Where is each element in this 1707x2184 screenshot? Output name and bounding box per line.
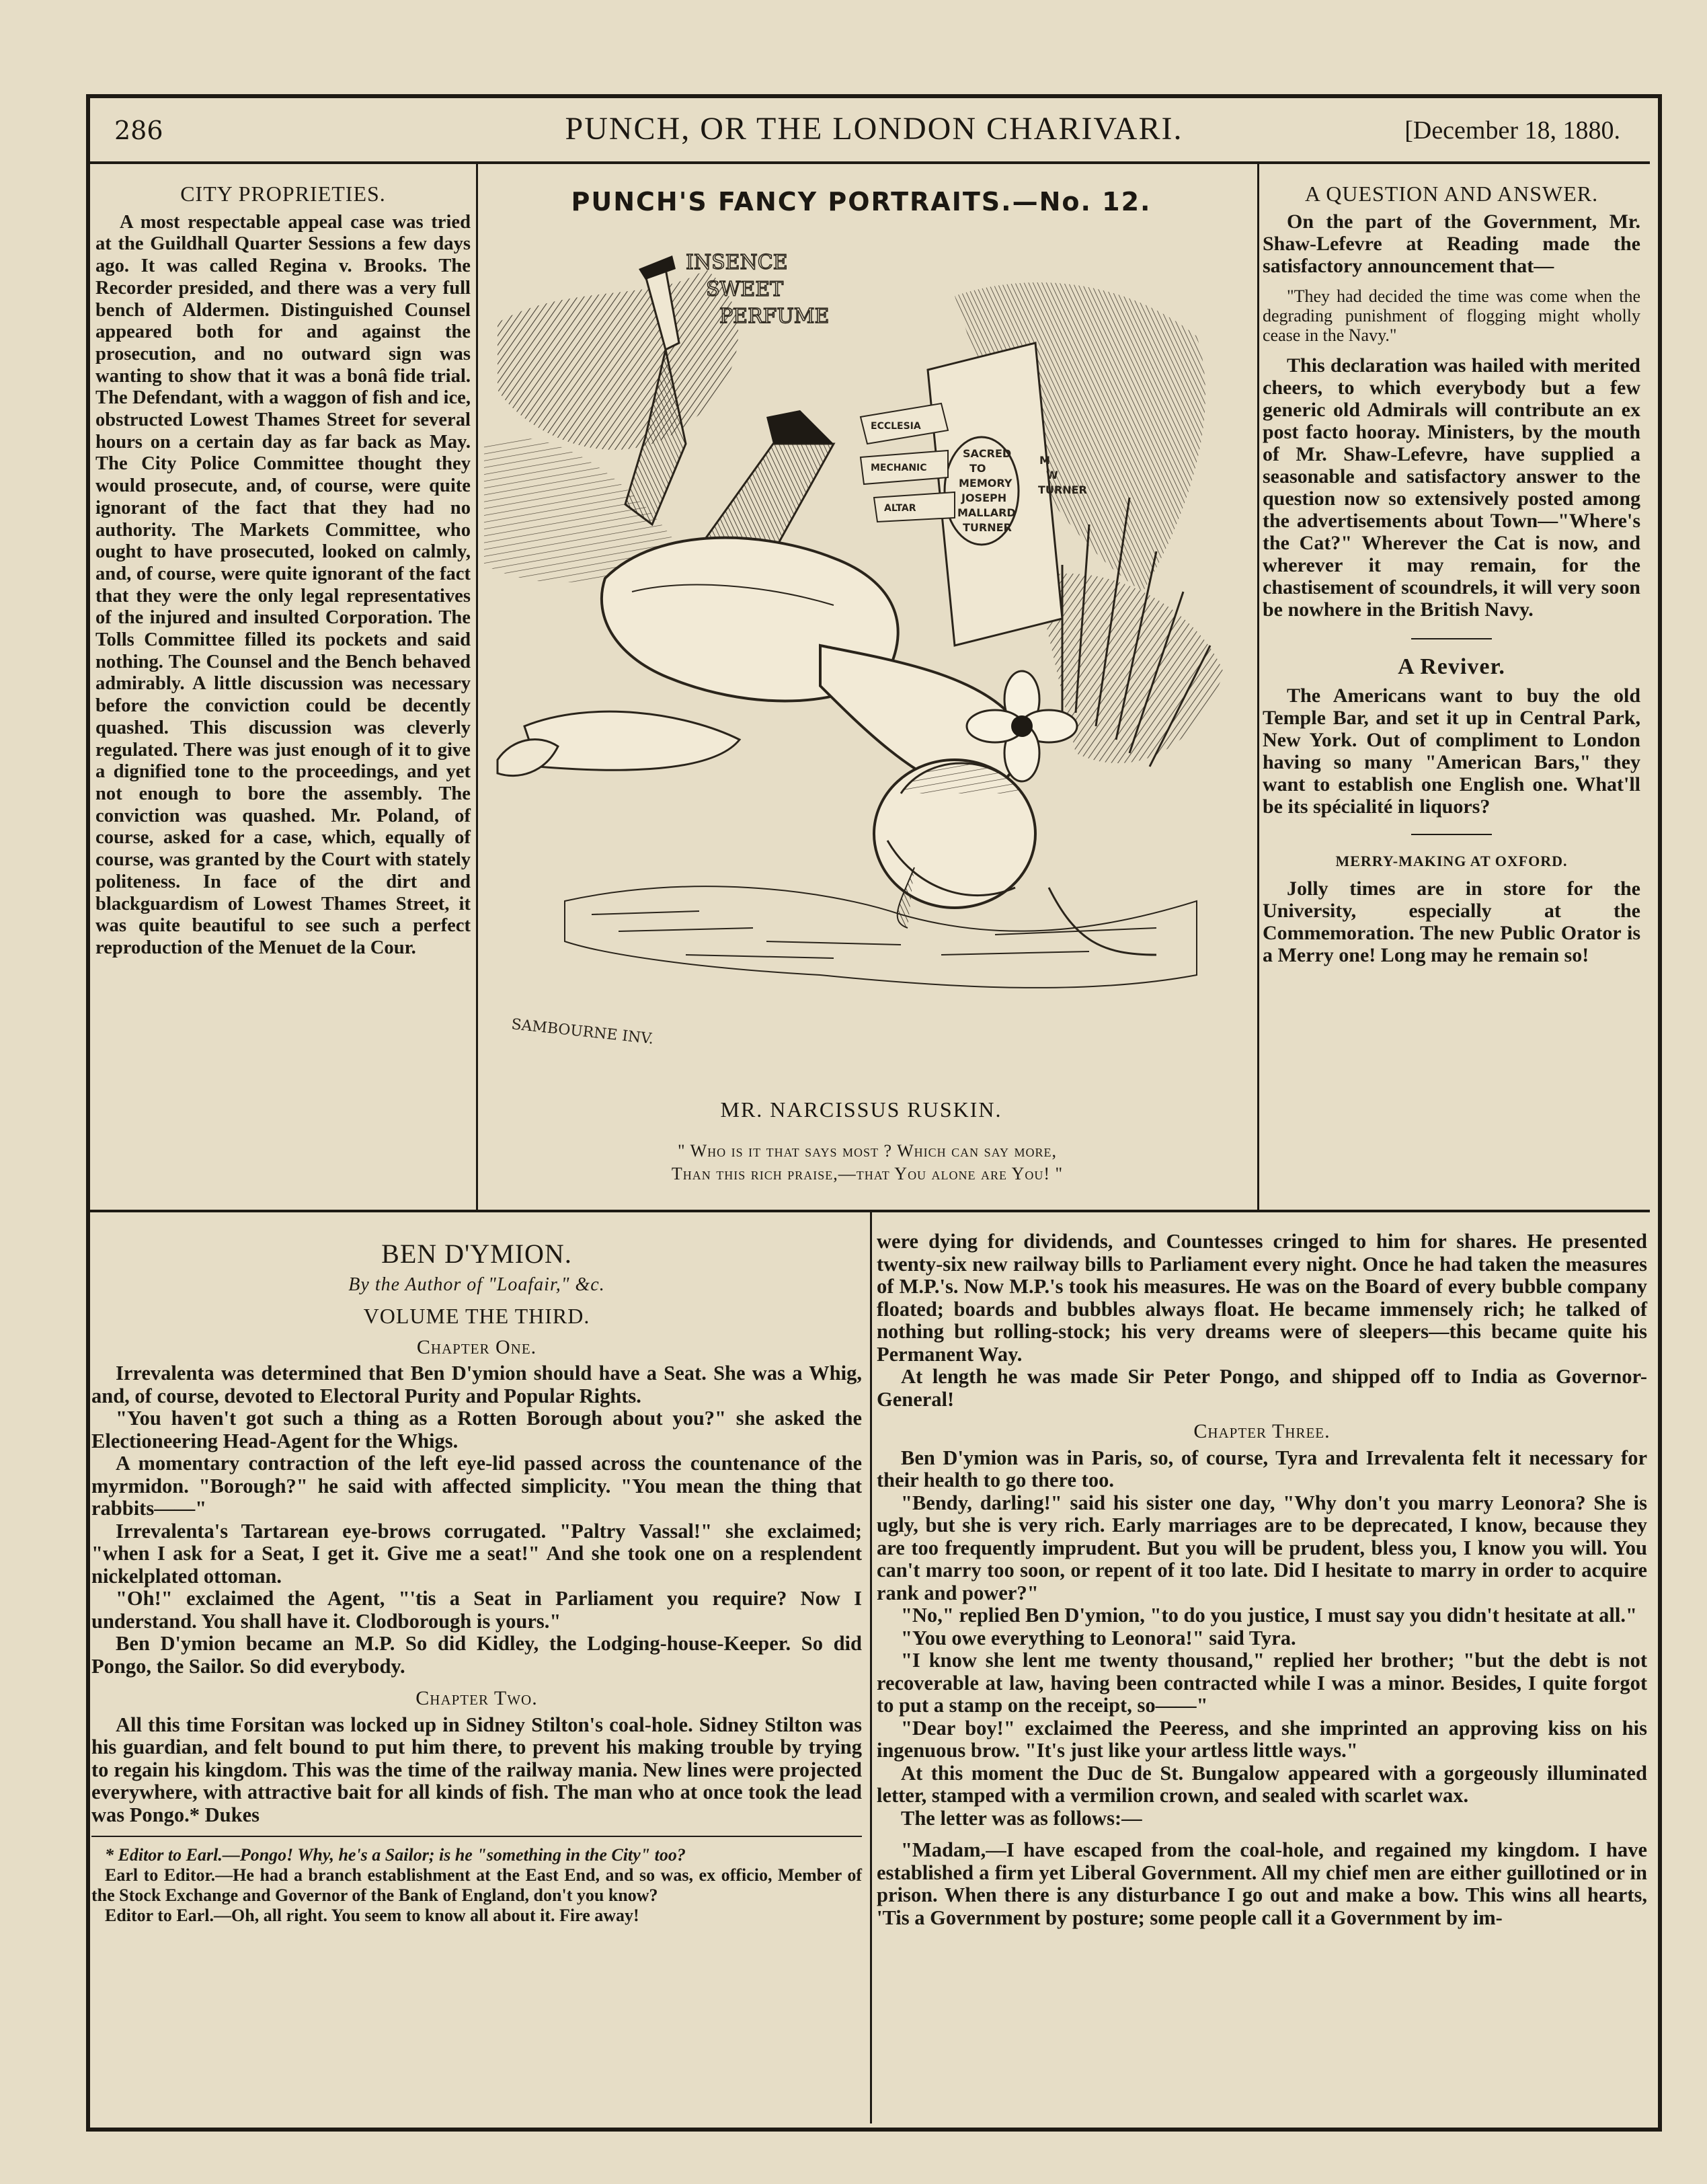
qa-title: A QUESTION AND ANSWER. (1304, 182, 1599, 206)
ch1-paragraph: "Oh!" exclaimed the Agent, "'tis a Seat in Parliament you require? Now I understand. You shall have it. Clodborough is yours." (91, 1587, 862, 1633)
qa-quote: "They had decided the time was come when the degrading punishment of flogging might wholly cease in the Navy." (1263, 286, 1640, 345)
page-header (101, 101, 1647, 161)
svg-text:TURNER: TURNER (1038, 483, 1087, 496)
ch3-paragraph: Ben D'ymion was in Paris, so, of course, Tyra and Irrevalenta felt it necessary for their health to go there too. (877, 1446, 1647, 1491)
chapter-three-heading: Chapter Three. (1193, 1420, 1331, 1442)
footnote-rule (91, 1836, 862, 1837)
svg-text:SWEET: SWEET (706, 278, 784, 301)
svg-text:MEMORY: MEMORY (959, 477, 1013, 490)
ch2-continuation: were dying for dividends, and Countesses cringed to him for shares. He presented twenty-six new railway bills to Parliament every night. Once he had taken the measures of M.P.'s. Now M.P.'s took his measures. He was on the Board of every bubble company floated; boards and bubbles always float. He became immensely rich; he talked of nothing but rolling-stock; his very dreams were of sleepers—this became quite his Permanent Way. (877, 1230, 1647, 1366)
column-rule-right (1257, 164, 1259, 1210)
issue-date: [December 18, 1880. (1404, 116, 1620, 145)
artist-signature: SAMBOURNE INV. (510, 1016, 655, 1048)
footnote: Editor to Earl.—Oh, all right. You seem to know all about it. Fire away! (105, 1906, 639, 1925)
cartoon-title: PUNCH'S FANCY PORTRAITS.—No. 12. (571, 187, 1152, 217)
cartoon-quote (511, 1140, 1224, 1185)
column-rule-left (476, 164, 478, 1210)
chapter-two-heading: Chapter Two. (415, 1687, 538, 1709)
page-number: 286 (114, 116, 163, 145)
cartoon-quote-line-2: Than this rich praise,—that You alone are You! " (671, 1164, 1064, 1183)
svg-text:ALTAR: ALTAR (884, 503, 916, 514)
ch1-paragraph: Irrevalenta's Tartarean eye-brows corrugated. "Paltry Vassal!" she exclaimed; "when I ask for a Seat, I get it. Give me a seat!" And she took one on a resplendent nickelplated ottoman. (91, 1519, 862, 1588)
cartoon-caption: MR. NARCISSUS RUSKIN. (720, 1097, 1002, 1122)
reviver-body: The Americans want to buy the old Temple Bar, and set it up in Central Park, New York. Out of compliment to London having so many "American Bars," they want to establish one English one. What'll be its spécialité in liquors? (1263, 685, 1640, 818)
ch3-paragraph: The letter was as follows:— (901, 1806, 1142, 1830)
article-body: A most respectable appeal case was tried at the Guildhall Quarter Sessions a few days ago. It was called Regina v. Brooks. The Recorder presided, and there was a very full bench of Aldermen. Distinguished Counsel appeared both for and against the prosecution, and no outward sign was wanting to show that it was a bonâ fide trial. The Defendant, with a waggon of fish and ice, obstructed Lowest Thames Street for several hours on a certain day as far back as May. The City Police Committee thought they would prosecute, and, of course, were quite ignorant of the fact that they had no authority. The Markets Committee, who ought to have prosecuted, looked on calmly, and, of course, were quite ignorant of the fact that they were the only legal representatives of the injured and insulted Corporation. The Tolls Committee filled its pockets and said nothing. The Counsel and the Bench behaved admirably. A little discussion was necessary before the conviction could be decently quashed. This discussion was cleverly regulated. There was just enough of it to give a dignified tone to the proceedings, and yet not enough to bore the assembly. The conviction was quashed. Mr. Poland, of course, asked for a case, which, equally of course, was granted by the Court with stately politeness. In face of the dirt and blackguardism of Lowest Thames Street, it was quite beautiful to see such a perfect reproduction of the Menuet de la Cour. (95, 211, 471, 958)
reviver-title: A Reviver. (1398, 654, 1505, 679)
serial-byline: By the Author of "Loafair," &c. (348, 1274, 605, 1295)
svg-text:W: W (1046, 469, 1058, 481)
cartoon-illustration (484, 242, 1234, 1069)
ch2-paragraph: All this time Forsitan was locked up in Sidney Stilton's coal-hole. Sidney Stilton was his guardian, and felt bound to put him there, to prevent his making trouble by trying to regain his kingdom. This was the time of the railway mania. New lines were projected everywhere, with attractive bait for all kinds of fish. The man who at once took the lead was Pongo.* Dukes (91, 1713, 862, 1826)
serial-title: BEN D'YMION. (381, 1239, 572, 1269)
svg-text:TURNER: TURNER (963, 521, 1012, 534)
ben-dymion-column-1 (91, 1239, 862, 1926)
article-title: CITY PROPRIETIES. (180, 182, 386, 206)
svg-text:MALLARD: MALLARD (957, 506, 1016, 519)
masthead: PUNCH, OR THE LONDON CHARIVARI. (565, 111, 1183, 147)
qa-intro: On the part of the Government, Mr. Shaw-Lefevre at Reading made the satisfactory announcement that— (1263, 210, 1640, 277)
city-proprieties-article (95, 183, 471, 960)
svg-text:JOSEPH: JOSEPH (961, 492, 1007, 504)
svg-text:TO: TO (969, 462, 986, 475)
column-rule-lower (870, 1212, 872, 2123)
ben-dymion-column-2 (877, 1231, 1647, 1929)
ch3-paragraph: "Bendy, darling!" said his sister one day, "Why don't you marry Leonora? She is ugly, but she is very rich. Early marriages are to be deprecated, I know, because they are too frequently imprudent. But you will be prudent, bless you, I know you will. You can't marry too soon, or repent of it too late. Did I hesitate to marry in order to acquire rank and power?" (877, 1491, 1647, 1604)
ch2-paragraph: At length he was made Sir Peter Pongo, and shipped off to India as Governor-General! (877, 1365, 1647, 1411)
ch1-paragraph: Irrevalenta was determined that Ben D'ymion should have a Seat. She was a Whig, and, of course, devoted to Electoral Purity and Popular Rights. (91, 1362, 862, 1407)
footnote: Earl to Editor.—He had a branch establishment at the East End, and so was, ex officio, Member of the Stock Exchange and Governor of the Bank of England, don't you know? (91, 1865, 862, 1905)
footnote: * Editor to Earl.—Pongo! Why, he's a Sailor; is he "something in the City" too? (105, 1845, 686, 1865)
qa-divider (1411, 638, 1492, 639)
ch3-paragraph: "No," replied Ben D'ymion, "to do you justice, I must say you didn't hesitate at all." (901, 1604, 1637, 1627)
serial-volume: VOLUME THE THIRD. (363, 1304, 590, 1328)
reviver-divider (1411, 834, 1492, 835)
ch3-paragraph: "You owe everything to Leonora!" said Tyra. (901, 1626, 1296, 1649)
svg-text:SACRED: SACRED (963, 447, 1012, 460)
qa-body: This declaration was hailed with merited cheers, to which everybody but a few generic old Admirals will contribute an ex post facto hooray. Ministers, by the mouth of Mr. Shaw-Lefevre, have supplied a seasonable and satisfactory answer to the question now so extensively posted among the advertisements about Town—"Where's the Cat?" Wherever the Cat is now, and wherever it may remain, for the chastisement of scoundrels, it will very soon be nowhere in the British Navy. (1263, 354, 1640, 621)
footnotes (91, 1845, 862, 1926)
svg-text:ECCLESIA: ECCLESIA (871, 421, 921, 432)
ch3-paragraph: "Dear boy!" exclaimed the Peeress, and she imprinted an approving kiss on his ingenuous brow. "It's just like your artless little ways." (877, 1716, 1647, 1762)
ch3-paragraph: At this moment the Duc de St. Bungalow appeared with a gorgeously illuminated letter, stamped with a vermilion crown, and sealed with scarlet wax. (877, 1761, 1647, 1807)
ch1-paragraph: "You haven't got such a thing as a Rotten Borough about you?" she asked the Electioneering Head-Agent for the Whigs. (91, 1407, 862, 1452)
question-answer-article (1263, 183, 1640, 966)
merry-making-title: MERRY-MAKING AT OXFORD. (1335, 853, 1568, 869)
svg-text:INSENCE: INSENCE (686, 251, 788, 274)
chapter-one-heading: Chapter One. (416, 1335, 537, 1358)
svg-text:PERFUME: PERFUME (719, 305, 830, 328)
cartoon-quote-line-1: " Who is it that says most ? Which can say more, (677, 1141, 1058, 1161)
header-rule (90, 161, 1650, 164)
ch1-paragraph: Ben D'ymion became an M.P. So did Kidley, the Lodging-house-Keeper. So did Pongo, the Sailor. So did everybody. (91, 1632, 862, 1678)
svg-text:M: M (1039, 454, 1050, 467)
ch3-paragraph: "I know she lent me twenty thousand," replied her brother; "but the debt is not recoverable at law, having been contracted while I was a minor. Besides, I quite forgot to put a stamp on the receipt, so——" (877, 1649, 1647, 1717)
ch1-paragraph: A momentary contraction of the left eye-lid passed across the countenance of the myrmidon. "Borough?" he said with affected simplicity. "You mean the thing that rabbits——" (91, 1452, 862, 1520)
svg-text:MECHANIC: MECHANIC (871, 463, 927, 473)
ch3-letter: "Madam,—I have escaped from the coal-hole, and regained my kingdom. I have established a firm yet Liberal Government. All my chief men are either guillotined or in prison. When there is any disturbance I go out and make a bow. This wins all hearts, 'Tis a Government by posture; some people call it a Government by im- (877, 1838, 1647, 1929)
merry-making-body: Jolly times are in store for the University, especially at the Commemoration. The new Public Orator is a Merry one! Long may he remain so! (1263, 878, 1640, 966)
